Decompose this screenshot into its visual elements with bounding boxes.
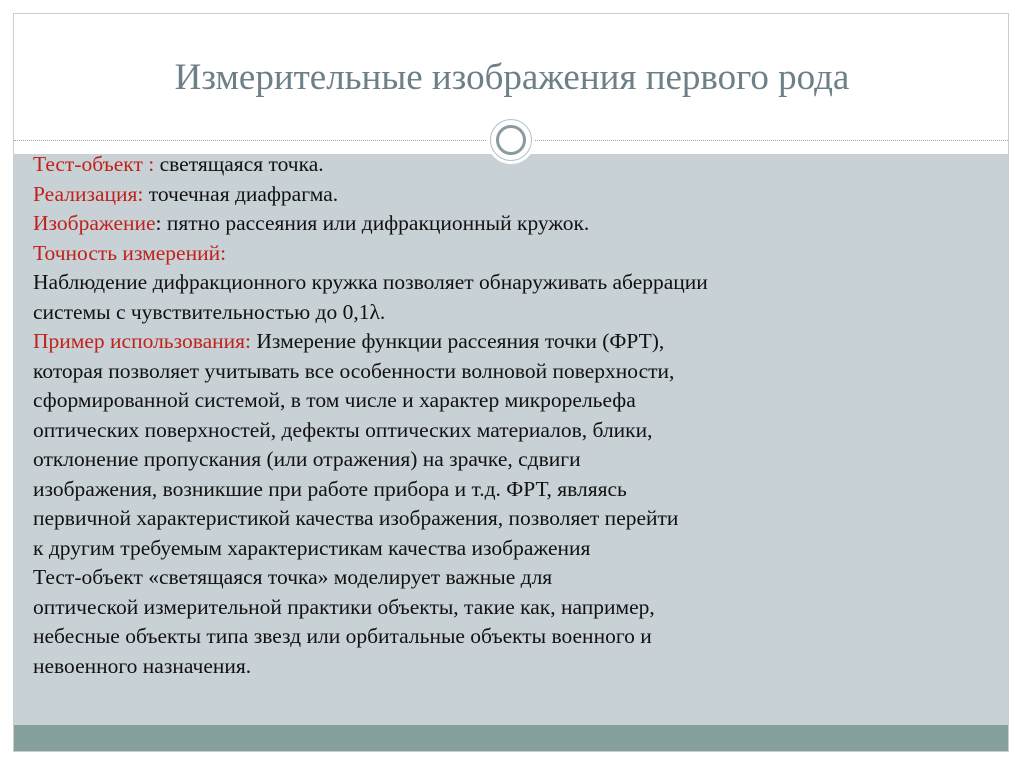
slide-title: Измерительные изображения первого рода: [174, 57, 850, 98]
realization-line: [33, 180, 973, 210]
realization-label: Реализация:: [33, 181, 144, 206]
accuracy-text-line: системы с чувствительностью до 0,1λ.: [33, 299, 386, 324]
example-line: [33, 327, 973, 357]
image-value: : пятно рассеяния или дифракционный кружок.: [155, 211, 590, 235]
realization-value: точечная диафрагма.: [143, 181, 339, 206]
model-text-line: невоенного назначения.: [33, 653, 252, 678]
model-text-line: небесные объекты типа звезд или орбитальные объекты военного и: [33, 624, 652, 648]
test-object-value: светящаяся точка.: [154, 152, 324, 176]
example-text-line: первичной характеристикой качества изображения, позволяет перейти: [33, 506, 679, 530]
example-text-line: к другим требуемым характеристикам качества изображения: [33, 535, 591, 560]
model-text-line: Тест-объект «светящаяся точка» моделирует важные для: [33, 565, 553, 589]
example-first-text: Измерение функции рассеяния точки (ФРТ),: [251, 329, 665, 353]
example-text-line: отклонение пропускания (или отражения) на зрачке, сдвиги: [33, 447, 581, 471]
accuracy-label: Точность измерений:: [33, 240, 227, 265]
example-text-line: которая позволяет учитывать все особенности волновой поверхности,: [33, 358, 675, 383]
example-text-line: изображения, возникшие при работе прибора и т.д. ФРТ, являясь: [33, 476, 627, 501]
image-line: [33, 209, 973, 239]
example-text-line: сформированной системой, в том числе и характер микрорельефа: [33, 388, 636, 412]
example-label: Пример использования:: [33, 329, 252, 353]
test-object-line: [33, 150, 973, 180]
test-object-label: Тест-объект :: [33, 152, 155, 176]
footer-bar: [14, 725, 1009, 752]
slide-body: [33, 150, 973, 681]
example-text-line: оптических поверхностей, дефекты оптических материалов, блики,: [33, 417, 653, 442]
accuracy-text-line: Наблюдение дифракционного кружка позволяет обнаруживать аберрации: [33, 270, 708, 294]
model-text-line: оптической измерительной практики объекты, такие как, например,: [33, 594, 655, 619]
image-label: Изображение: [33, 211, 156, 235]
